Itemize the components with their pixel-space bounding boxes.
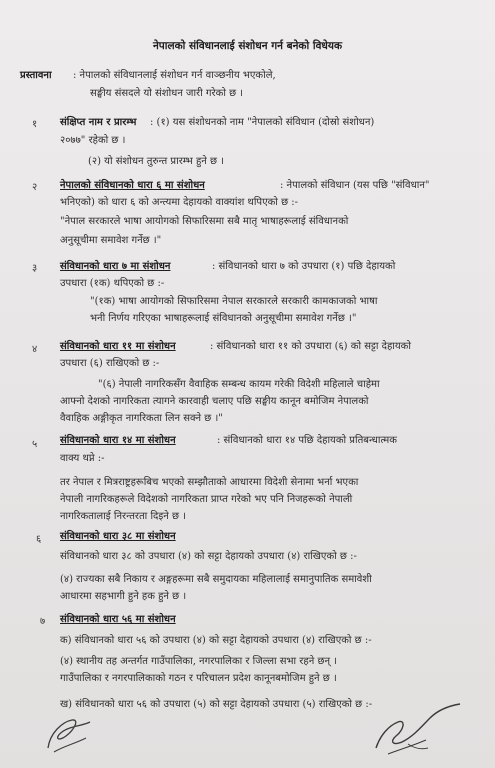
section-1-line-1: : (१) यस संशोधनको नाम "नेपालको संविधान (दोस्रो संशोधन) xyxy=(150,117,375,128)
section-5-line-3: तर नेपाल र मित्रराष्ट्रहरूबिच भएको सम्झौताको आधारमा विदेशी सेनामा भर्ना भएका xyxy=(60,477,359,488)
section-2-line-4: अनुसूचीमा समावेश गर्नेछ ।" xyxy=(60,235,162,246)
section-4-line-1: : संविधानको धारा ११ को उपधारा (६) को सट्टा देहायको xyxy=(210,341,411,352)
section-3-heading: संविधानको धारा ७ मा संशोधन xyxy=(60,261,171,272)
signature-right xyxy=(368,696,468,762)
section-4-line-2: उपधारा (६) राखिएको छ :- xyxy=(60,358,160,369)
preamble-line-1: : नेपालको संविधानलाई संशोधन गर्न वाञ्छनीय भएकोले, xyxy=(73,70,276,81)
section-4-line-3: "(६) नेपाली नागरिकसँग वैवाहिक सम्बन्ध कायम गरेकी विदेशी महिलाले चाहेमा xyxy=(98,379,380,390)
section-1-line-3: (२) यो संशोधन तुरुन्त प्रारम्भ हुने छ । xyxy=(88,156,225,167)
document-title: नेपालको संविधानलाई संशोधन गर्न बनेको विधेयक xyxy=(152,40,343,52)
preamble-label: प्रस्तावना xyxy=(20,70,52,81)
section-6-line-3: आधारमा सहभागी हुने हक हुने छ । xyxy=(60,591,187,602)
section-3-line-4: भनी निर्णय गरिएका भाषाहरूलाई संविधानको अनुसूचीमा समावेश गर्नेछ ।" xyxy=(90,313,357,324)
section-1-number: १ xyxy=(32,119,38,130)
section-7-line-1: क) संविधानको धारा ५६ को उपधारा (४) को सट्टा देहायको उपधारा (४) राखिएको छ :- xyxy=(60,635,372,646)
section-3-line-2: उपधारा (१क) थपिएको छ :- xyxy=(60,278,165,289)
section-3-line-1: : संविधानको धारा ७ को उपधारा (१) पछि देहायको xyxy=(212,261,396,272)
section-3-number: ३ xyxy=(32,263,38,274)
section-5-line-5: नागरिकतालाई निरन्तरता दिइने छ । xyxy=(60,511,186,522)
section-2-line-3: "नेपाल सरकारले भाषा आयोगको सिफारिसमा सबै मातृ भाषाहरूलाई संविधानको xyxy=(60,216,349,227)
initial-signature-left xyxy=(40,708,100,758)
section-6-number: ६ xyxy=(36,534,42,545)
section-4-number: ४ xyxy=(32,344,38,355)
section-3-line-3: "(१क) भाषा आयोगको सिफारिसमा नेपाल सरकारले सरकारी कामकाजको भाषा xyxy=(90,296,378,307)
section-5-heading: संविधानको धारा १४ मा संशोधन xyxy=(60,435,176,446)
section-7-line-3: गाउँपालिका र नगरपालिकाको गठन र परिचालन प्रदेश कानूनबमोजिम हुने छ । xyxy=(60,673,337,684)
section-4-line-4: आफ्नो देशको नागरिकता त्यागने कारवाही चलाए पछि सङ्घीय कानून बमोजिम नेपालको xyxy=(60,396,369,407)
section-7-line-2: (४) स्थानीय तह अन्तर्गत गाउँपालिका, नगरपालिका र जिल्ला सभा रहने छन् । xyxy=(60,656,337,667)
section-5-line-2: वाक्य थप्ने :- xyxy=(60,453,105,464)
section-4-heading: संविधानको धारा ११ मा संशोधन xyxy=(60,341,176,352)
section-4-line-5: वैवाहिक अङ्गीकृत नागरिकता लिन सक्ने छ ।" xyxy=(60,413,223,424)
section-1-heading: संक्षिप्त नाम र प्रारम्भ xyxy=(60,117,137,128)
section-7-line-4: ख) संविधानको धारा ५६ को उपधारा (५) को सट्टा देहायको उपधारा (५) राखिएको छ :- xyxy=(60,699,373,710)
section-2-heading: नेपालको संविधानको धारा ६ मा संशोधन xyxy=(60,180,205,191)
section-2-line-1: : नेपालको संविधान (यस पछि "संविधान" xyxy=(280,180,430,191)
section-6-line-1: संविधानको धारा ३८ को उपधारा (४) को सट्टा देहायको उपधारा (४) राखिएको छ :- xyxy=(60,551,357,562)
section-6-line-2: (४) राज्यका सबै निकाय र अङ्गहरूमा सबै समुदायका महिलालाई समानुपातिक समावेशी xyxy=(60,574,372,585)
section-1-line-2: २०७७" रहेको छ । xyxy=(60,135,126,146)
section-5-number: ५ xyxy=(32,439,38,450)
section-5-line-4: नेपाली नागरिकहरूले विदेशको नागरिकता प्राप्त गरेको भए पनि निजहरूको नेपाली xyxy=(60,494,353,505)
section-5-line-1: : संविधानको धारा १४ पछि देहायको प्रतिबन्धात्मक xyxy=(217,435,397,446)
section-6-heading: संविधानको धारा ३८ मा संशोधन xyxy=(60,531,176,542)
section-2-line-2: भनिएको) को धारा ६ को अन्त्यमा देहायको वाक्यांश थपिएको छ :- xyxy=(60,197,299,208)
preamble-line-2: सङ्घीय संसदले यो संशोधन जारी गरेको छ । xyxy=(90,88,244,99)
section-2-number: २ xyxy=(32,182,38,193)
section-7-number: ७ xyxy=(40,616,46,627)
section-7-heading: संविधानको धारा ५६ मा संशोधन xyxy=(60,614,176,625)
